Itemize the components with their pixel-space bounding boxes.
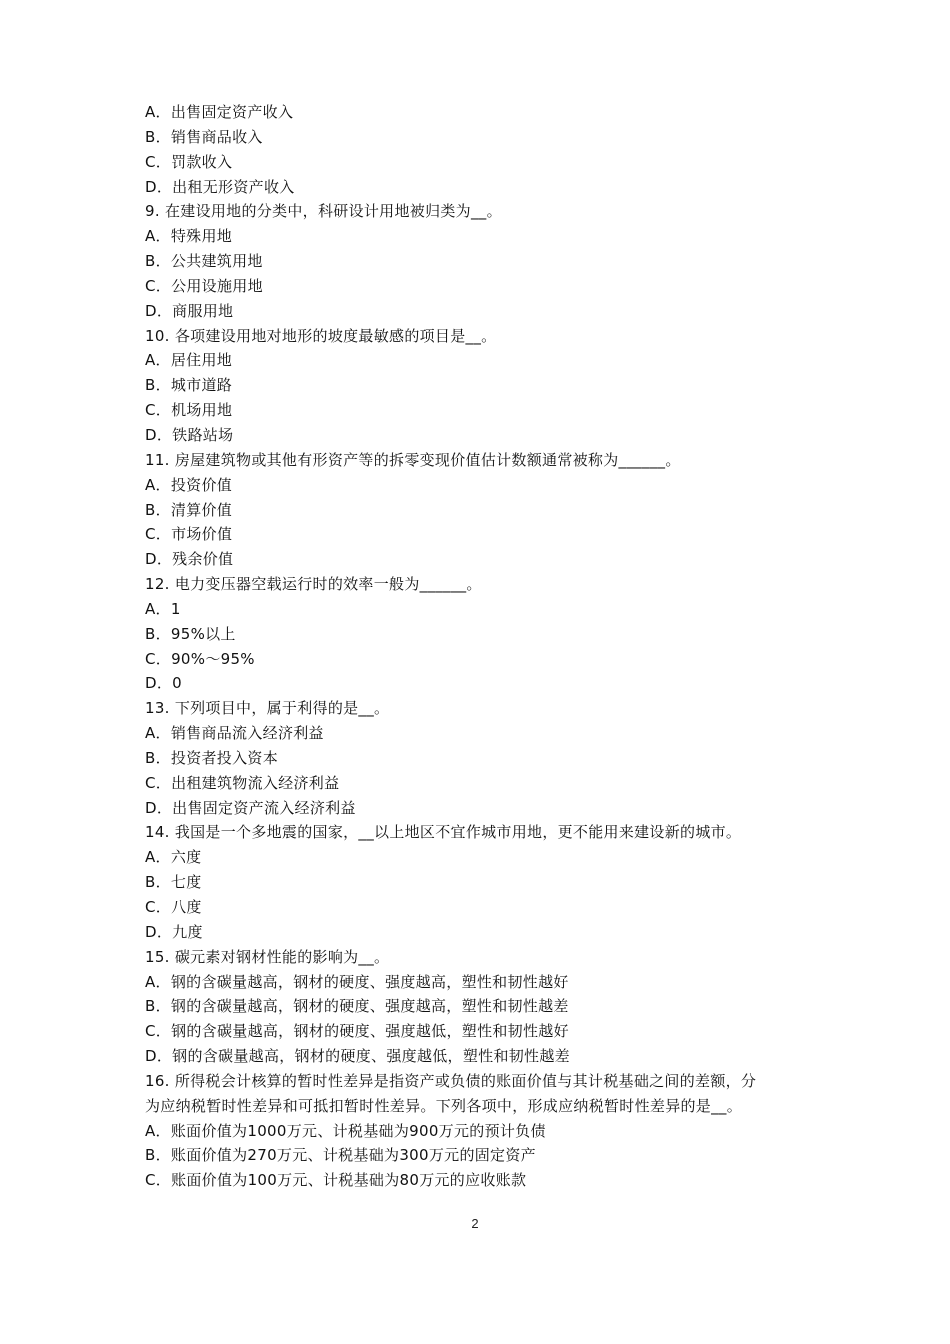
option-line: A．账面价值为1000万元、计税基础为900万元的预计负债: [145, 1121, 546, 1140]
option-line: D．出租无形资产收入: [145, 177, 295, 196]
option-line: D．残余价值: [145, 550, 234, 569]
option-line: C．账面价值为100万元、计税基础为80万元的应收账款: [145, 1171, 527, 1190]
option-line: D．0: [145, 674, 182, 693]
option-line: B．清算价值: [145, 500, 233, 519]
option-line: B．钢的含碳量越高，钢材的硬度、强度越高，塑性和韧性越差: [145, 997, 569, 1016]
question-line: 15. 碳元素对钢材性能的影响为__。: [145, 947, 390, 966]
option-line: C．罚款收入: [145, 152, 233, 171]
option-line: A．出售固定资产收入: [145, 103, 294, 121]
option-line: B．公共建筑用地: [145, 252, 263, 271]
question-line: 16. 所得税会计核算的暂时性差异是指资产或负债的账面价值与其计税基础之间的差额，分: [145, 1071, 757, 1090]
option-line: A．钢的含碳量越高，钢材的硬度、强度越高，塑性和韧性越好: [145, 972, 569, 991]
option-line: C．出租建筑物流入经济利益: [145, 773, 340, 792]
option-line: A．销售商品流入经济利益: [145, 724, 324, 743]
question-line: 13. 下列项目中，属于利得的是__。: [145, 699, 390, 718]
option-line: C．公用设施用地: [145, 276, 263, 295]
option-line: A．特殊用地: [145, 227, 233, 246]
option-line: A．1: [145, 599, 181, 618]
question-line: 10. 各项建设用地对地形的坡度最敏感的项目是__。: [145, 326, 497, 345]
option-line: D．商服用地: [145, 301, 234, 320]
page-number: 2: [471, 1216, 479, 1231]
option-line: B．七度: [145, 873, 202, 892]
option-line: D．钢的含碳量越高，钢材的硬度、强度越低，塑性和韧性越差: [145, 1047, 570, 1066]
option-line: D．九度: [145, 922, 203, 941]
option-line: B．销售商品收入: [145, 127, 263, 146]
option-line: B．投资者投入资本: [145, 748, 278, 767]
option-line: C．机场用地: [145, 401, 233, 420]
option-line: C．八度: [145, 898, 202, 916]
option-line: B．城市道路: [145, 376, 233, 395]
option-line: A．六度: [145, 848, 202, 867]
option-line: B．95%以上: [145, 624, 236, 643]
option-line: D．铁路站场: [145, 425, 234, 444]
option-line: C．市场价值: [145, 525, 233, 544]
question-line: 11. 房屋建筑物或其他有形资产等的拆零变现价值估计数额通常被称为______。: [145, 450, 681, 469]
option-line: A．投资价值: [145, 475, 233, 494]
option-line: D．出售固定资产流入经济利益: [145, 798, 356, 817]
question-line-continued: 为应纳税暂时性差异和可抵扣暂时性差异。下列各项中，形成应纳税暂时性差异的是__。: [145, 1096, 743, 1115]
option-line: B．账面价值为270万元、计税基础为300万元的固定资产: [145, 1146, 536, 1165]
question-line: 14. 我国是一个多地震的国家，__以上地区不宜作城市用地，更不能用来建设新的城市。: [145, 823, 742, 842]
option-line: A．居住用地: [145, 351, 233, 370]
option-line: C．钢的含碳量越高，钢材的硬度、强度越低，塑性和韧性越好: [145, 1022, 569, 1041]
question-line: 9. 在建设用地的分类中，科研设计用地被归类为__。: [145, 202, 502, 221]
page-content: [145, 100, 815, 1193]
option-line: C．90%～95%: [145, 649, 255, 668]
question-line: 12. 电力变压器空载运行时的效率一般为______。: [145, 575, 482, 594]
